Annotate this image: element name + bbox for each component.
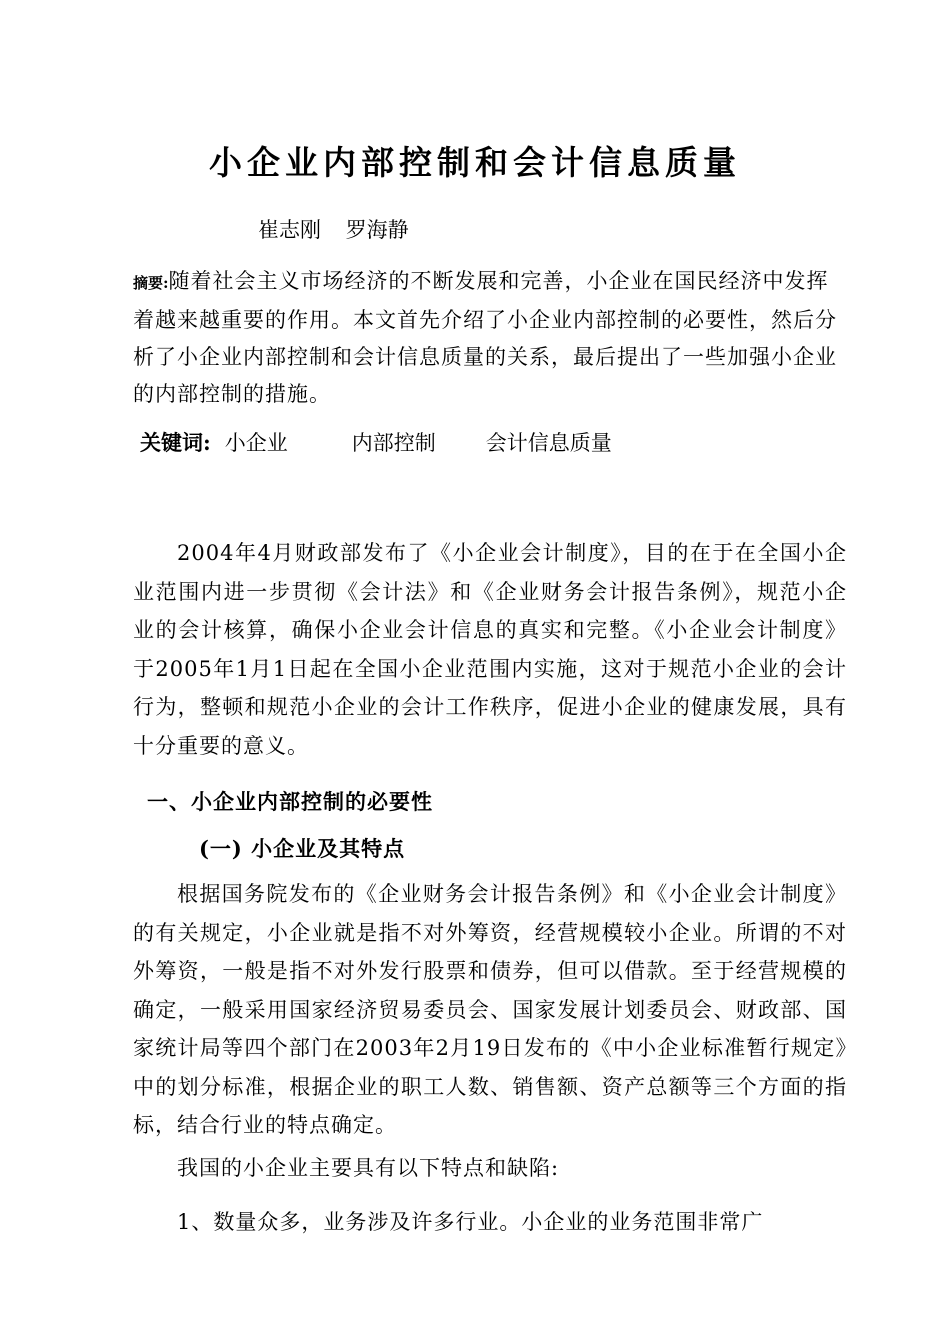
intro-paragraph: 2004年4月财政部发布了《小企业会计制度》，目的在于在全国小企业范围内进一步贯彻《会计法》和《企业财务会计报告条例》，规范小企业的会计核算，确保小企业会计信息的真实和完整。《小企业会计制度》于2005年1月1日起在全国小企业范围内实施，这对于规范小企业的会计行为，整顿和规范小企业的会计工作秩序，促进小企业的健康发展，具有十分重要的意义。 bbox=[133, 541, 847, 758]
keywords-label: 关键词: bbox=[140, 430, 211, 455]
body-paragraph: 我国的小企业主要具有以下特点和缺陷: bbox=[177, 1156, 560, 1180]
body-paragraph: 根据国务院发布的《企业财务会计报告条例》和《小企业会计制度》的有关规定，小企业就是指不对外筹资，经营规模较小企业。所谓的不对外筹资，一般是指不对外发行股票和债券，但可以借款。至于经营规模的确定，一般采用国家经济贸易委员会、国家发展计划委员会、财政部、国家统计局等四个部门在2003年2月19日发布的《中小企业标准暂行规定》中的划分标准，根据企业的职工人数、销售额、资产总额等三个方面的指标，结合行业的特点确定。 bbox=[133, 882, 847, 1137]
section-heading: 一、小企业内部控制的必要性 bbox=[147, 789, 433, 814]
abstract bbox=[133, 263, 838, 413]
abstract-text: 随着社会主义市场经济的不断发展和完善，小企业在国民经济中发挥着越来越重要的作用。本文首先介绍了小企业内部控制的必要性，然后分析了小企业内部控制和会计信息质量的关系，最后提出了一些加强小企业的内部控制的措施。 bbox=[133, 269, 837, 406]
subsection-heading: (一) 小企业及其特点 bbox=[199, 836, 406, 861]
keyword-item: 内部控制 bbox=[351, 431, 436, 455]
body-paragraph: 1、数量众多，业务涉及许多行业。小企业的业务范围非常广 bbox=[177, 1210, 764, 1234]
paper-title: 小企业内部控制和会计信息质量 bbox=[209, 143, 741, 182]
keyword-item: 小企业 bbox=[224, 431, 288, 455]
authors: 崔志刚 罗海静 bbox=[258, 218, 409, 242]
keywords bbox=[140, 424, 612, 462]
keyword-item: 会计信息质量 bbox=[485, 431, 612, 455]
abstract-label: 摘要: bbox=[133, 274, 169, 292]
